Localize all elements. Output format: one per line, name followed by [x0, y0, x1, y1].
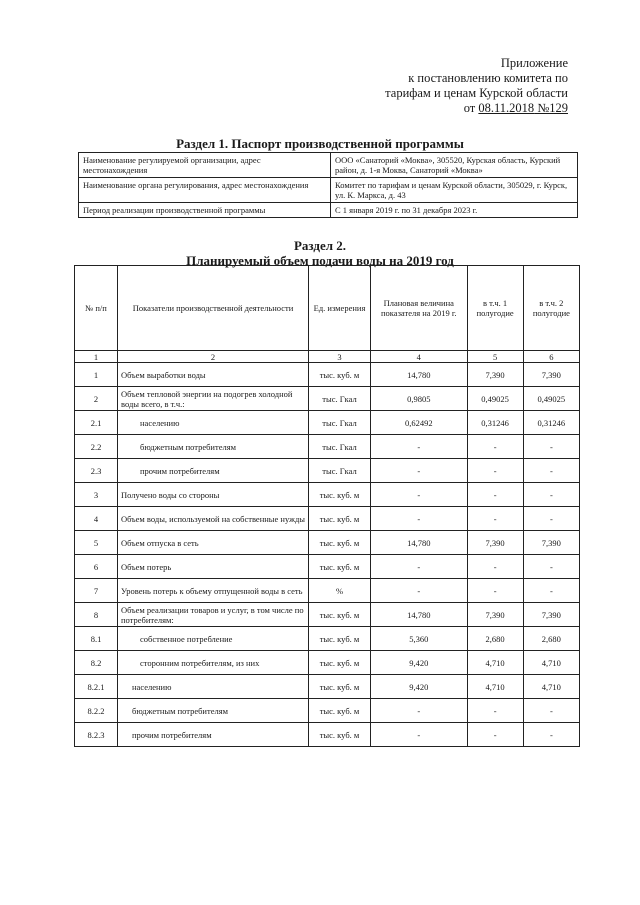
row-indicator: населению	[118, 675, 309, 699]
col-header-indicator: Показатели производственной деятельности	[118, 266, 309, 351]
row-plan-value: -	[371, 579, 468, 603]
row-plan-value: -	[371, 483, 468, 507]
row-plan-value: 5,360	[371, 627, 468, 651]
row-number: 2.2	[75, 435, 118, 459]
appendix-date-line: от 08.11.2018 №129	[463, 101, 568, 115]
row-number: 2.1	[75, 411, 118, 435]
table-header-row	[75, 266, 580, 351]
row-number: 1	[75, 363, 118, 387]
row-half2-value: -	[523, 459, 579, 483]
row-half1-value: 7,390	[467, 363, 523, 387]
row-plan-value: -	[371, 555, 468, 579]
table-row	[75, 435, 580, 459]
column-index: 6	[523, 351, 579, 363]
row-half1-value: -	[467, 435, 523, 459]
row-unit: тыс. куб. м	[309, 699, 371, 723]
row-half2-value: 7,390	[523, 531, 579, 555]
row-half2-value: 0,31246	[523, 411, 579, 435]
row-unit: тыс. куб. м	[309, 723, 371, 747]
row-indicator: собственное потребление	[118, 627, 309, 651]
row-plan-value: -	[371, 723, 468, 747]
row-unit: %	[309, 579, 371, 603]
row-half2-value: -	[523, 579, 579, 603]
row-number: 8.2.3	[75, 723, 118, 747]
row-plan-value: 14,780	[371, 603, 468, 627]
row-plan-value: -	[371, 435, 468, 459]
row-half1-value: -	[467, 723, 523, 747]
passport-key: Наименование органа регулирования, адрес местонахождения	[79, 178, 331, 203]
row-half2-value: 2,680	[523, 627, 579, 651]
row-unit: тыс. куб. м	[309, 651, 371, 675]
column-index: 3	[309, 351, 371, 363]
table-row	[75, 531, 580, 555]
row-half1-value: 7,390	[467, 531, 523, 555]
row-half1-value: -	[467, 699, 523, 723]
row-half2-value: -	[523, 723, 579, 747]
row-half2-value: -	[523, 435, 579, 459]
table-row	[75, 675, 580, 699]
row-half2-value: 7,390	[523, 603, 579, 627]
passport-table	[78, 152, 578, 218]
row-plan-value: -	[371, 459, 468, 483]
col-header-unit: Ед. измерения	[309, 266, 371, 351]
appendix-line: к постановлению комитета по	[408, 71, 568, 85]
section1-title: Раздел 1. Паспорт производственной программы	[176, 136, 464, 151]
row-number: 8.2.2	[75, 699, 118, 723]
table-row	[75, 603, 580, 627]
col-header-half1: в т.ч. 1 полугодие	[467, 266, 523, 351]
row-number: 5	[75, 531, 118, 555]
row-half1-value: 7,390	[467, 603, 523, 627]
row-number: 7	[75, 579, 118, 603]
table-row	[75, 723, 580, 747]
row-half1-value: 0,49025	[467, 387, 523, 411]
row-half1-value: -	[467, 483, 523, 507]
row-half1-value: 4,710	[467, 651, 523, 675]
row-half1-value: 4,710	[467, 675, 523, 699]
column-index-row	[75, 351, 580, 363]
table-row	[75, 387, 580, 411]
table-body	[75, 363, 580, 747]
row-indicator: бюджетным потребителям	[118, 699, 309, 723]
column-index: 4	[371, 351, 468, 363]
section2-title: Раздел 2. Планируемый объем подачи воды на 2019 год	[186, 238, 454, 268]
table-row	[75, 627, 580, 651]
appendix-title: Приложение	[500, 56, 568, 70]
row-plan-value: 0,9805	[371, 387, 468, 411]
table-row	[75, 507, 580, 531]
row-half1-value: 0,31246	[467, 411, 523, 435]
row-half1-value: -	[467, 555, 523, 579]
row-indicator: населению	[118, 411, 309, 435]
row-half2-value: -	[523, 699, 579, 723]
row-unit: тыс. куб. м	[309, 531, 371, 555]
row-unit: тыс. куб. м	[309, 555, 371, 579]
row-half1-value: -	[467, 459, 523, 483]
appendix-header	[268, 56, 568, 116]
row-unit: тыс. куб. м	[309, 603, 371, 627]
row-plan-value: -	[371, 699, 468, 723]
row-plan-value: 9,420	[371, 675, 468, 699]
row-number: 8.2.1	[75, 675, 118, 699]
row-unit: тыс. куб. м	[309, 627, 371, 651]
passport-key: Период реализации производственной программы	[79, 203, 331, 218]
row-half2-value: -	[523, 555, 579, 579]
row-indicator: Объем реализации товаров и услуг, в том числе по потребителям:	[118, 603, 309, 627]
water-volume-table	[74, 265, 580, 747]
row-half1-value: 2,680	[467, 627, 523, 651]
row-number: 8.1	[75, 627, 118, 651]
passport-row	[79, 203, 578, 218]
passport-row	[79, 178, 578, 203]
table-row	[75, 459, 580, 483]
row-indicator: Объем тепловой энергии на подогрев холодной воды всего, в т.ч.:	[118, 387, 309, 411]
col-header-half2: в т.ч. 2 полугодие	[523, 266, 579, 351]
table-row	[75, 555, 580, 579]
row-half1-value: -	[467, 579, 523, 603]
row-half2-value: -	[523, 483, 579, 507]
row-number: 8	[75, 603, 118, 627]
row-indicator: прочим потребителям	[118, 459, 309, 483]
row-number: 3	[75, 483, 118, 507]
row-half2-value: 4,710	[523, 651, 579, 675]
row-number: 8.2	[75, 651, 118, 675]
row-unit: тыс. куб. м	[309, 675, 371, 699]
decree-date: 08.11.2018	[478, 101, 535, 115]
column-index: 1	[75, 351, 118, 363]
row-half2-value: 0,49025	[523, 387, 579, 411]
row-indicator: Уровень потерь к объему отпущенной воды в сеть	[118, 579, 309, 603]
table-row	[75, 651, 580, 675]
passport-value: ООО «Санаторий «Моква», 305520, Курская область, Курский район, д. 1-я Моква, Санаторий «Моква»	[331, 153, 578, 178]
row-unit: тыс. куб. м	[309, 363, 371, 387]
row-indicator: сторонним потребителям, из них	[118, 651, 309, 675]
row-half2-value: -	[523, 507, 579, 531]
passport-value: С 1 января 2019 г. по 31 декабря 2023 г.	[331, 203, 578, 218]
col-header-number: № п/п	[75, 266, 118, 351]
row-number: 2.3	[75, 459, 118, 483]
row-half1-value: -	[467, 507, 523, 531]
table-row	[75, 579, 580, 603]
row-indicator: Объем выработки воды	[118, 363, 309, 387]
row-half2-value: 4,710	[523, 675, 579, 699]
column-index: 5	[467, 351, 523, 363]
table-row	[75, 363, 580, 387]
passport-key: Наименование регулируемой организации, адрес местонахождения	[79, 153, 331, 178]
row-plan-value: 14,780	[371, 531, 468, 555]
row-unit: тыс. Гкал	[309, 435, 371, 459]
row-plan-value: 14,780	[371, 363, 468, 387]
passport-value: Комитет по тарифам и ценам Курской области, 305029, г. Курск, ул. К. Маркса, д. 43	[331, 178, 578, 203]
row-number: 6	[75, 555, 118, 579]
row-number: 4	[75, 507, 118, 531]
row-plan-value: -	[371, 507, 468, 531]
row-unit: тыс. Гкал	[309, 387, 371, 411]
row-indicator: бюджетным потребителям	[118, 435, 309, 459]
appendix-line: тарифам и ценам Курской области	[385, 86, 568, 100]
decree-number: №129	[534, 101, 568, 115]
passport-row	[79, 153, 578, 178]
row-number: 2	[75, 387, 118, 411]
col-header-plan: Плановая величина показателя на 2019 г.	[371, 266, 468, 351]
row-unit: тыс. Гкал	[309, 411, 371, 435]
table-row	[75, 411, 580, 435]
row-indicator: Получено воды со стороны	[118, 483, 309, 507]
row-indicator: Объем потерь	[118, 555, 309, 579]
row-indicator: прочим потребителям	[118, 723, 309, 747]
table-row	[75, 699, 580, 723]
row-plan-value: 9,420	[371, 651, 468, 675]
row-plan-value: 0,62492	[371, 411, 468, 435]
row-unit: тыс. куб. м	[309, 483, 371, 507]
row-half2-value: 7,390	[523, 363, 579, 387]
row-unit: тыс. куб. м	[309, 507, 371, 531]
row-unit: тыс. Гкал	[309, 459, 371, 483]
row-indicator: Объем отпуска в сеть	[118, 531, 309, 555]
row-indicator: Объем воды, используемой на собственные нужды	[118, 507, 309, 531]
table-row	[75, 483, 580, 507]
column-index: 2	[118, 351, 309, 363]
